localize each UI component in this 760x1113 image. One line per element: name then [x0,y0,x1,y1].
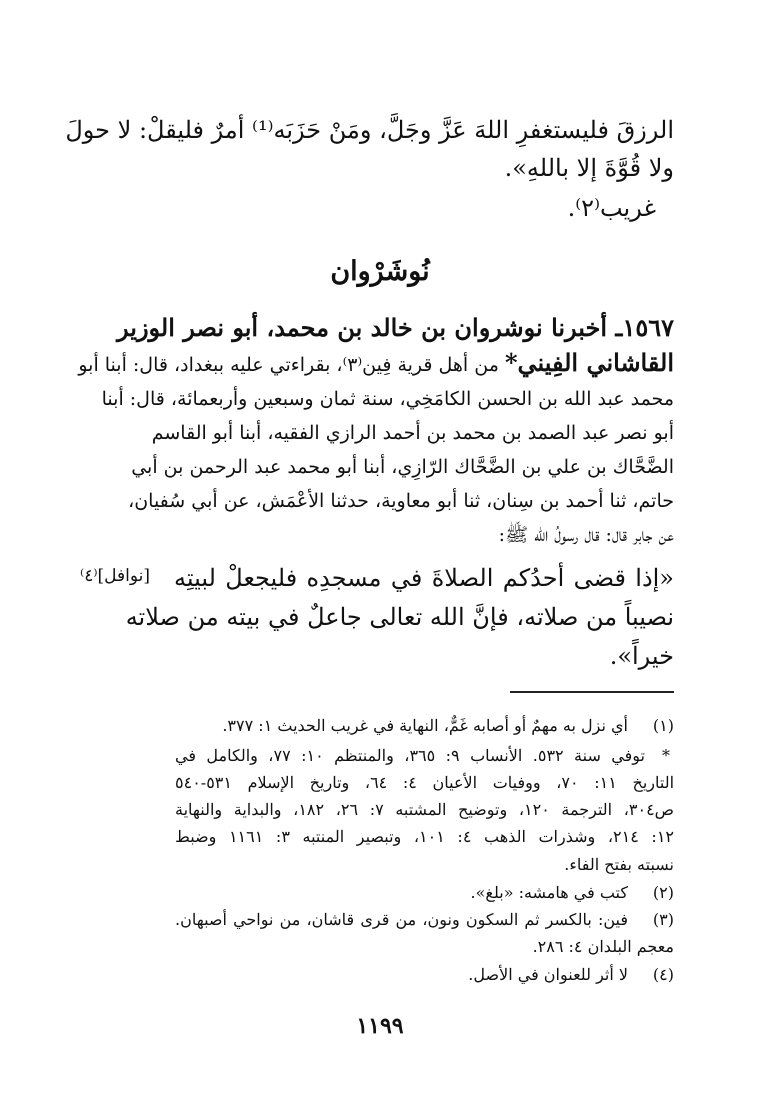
footnote-3-line-1: فين: بالكسر ثم السكون ونون، من قرى قاشان، من نواحي أصبهان. [175,910,628,929]
hadith-line-3: خيراً». [609,642,674,670]
entry-line-2 [78,345,674,381]
footnote-1-text: أي نزل به مهمٌ أو أصابه غَمٌّ، النهاية في غريب الحديث ١: ٣٧٧. [222,716,628,735]
footnote-star-line-4: ١٢: ٢١٤، وشذرات الذهب ٤: ١٠١، وتبصير المنتبه ٣: ١١٦١ وضبط [175,827,674,846]
entry-line-1: ١٥٦٧ـ أخبرنا نوشروان بن خالد بن محمد، أبو نصر الوزير [117,313,674,342]
footnote-star-line-1: توفي سنة ٥٣٢. الأنساب ٩: ٣٦٥، والمنتظم ١٠: ٧٧، والكامل في [175,746,646,765]
entry-line-4: أبو نصر عبد الصمد بن محمد بن أحمد الرازي الفقيه، أبنا أبو القاسم [151,422,674,444]
entry-line-7: عن جابر قال: قال رسولُ الله ﷺ: [498,524,674,546]
footnote-star-line-3: ص٣٠٤، الترجمة ١٢٠، وتوضيح المشتبه ٧: ٢٦، ١٨٢، والبداية والنهاية [175,800,675,819]
entry-line-3: محمد عبد الله بن الحسن الكامَخِي، سنة ثمان وسبعين وأربعمائة، قال: أبنا [101,388,674,410]
footnote-3-number: (٣) [652,910,674,929]
footnote-3-line-2: معجم البلدان ٤: ٢٨٦. [532,937,674,956]
opening-line-1: الرزقَ فليستغفرِ اللهَ عَزَّ وجَلَّ، ومَنْ حَزَبَه⁽¹⁾ أمرٌ فليقلْ: لا حولَ [65,116,674,144]
opening-line-2: ولا قُوَّةَ إلا باللهِ». [504,154,674,182]
hadith-line-2: نصيباً من صلاته، فإنَّ الله تعالى جاعلٌ في بيته من صلاته [125,603,674,631]
footnote-2-number: (٢) [652,883,674,902]
page-number: ١١٩٩ [356,1013,404,1039]
footnote-separator [510,691,674,693]
entry-name-bold: القاشاني الفِيني* [504,348,674,377]
section-heading: نُوشَرْوان [330,256,430,287]
footnote-star-line-5: نسبته بفتح الفاء. [564,855,674,874]
footnote-star-marker: * [662,746,670,765]
footnote-2-text: كتب في هامشه: «بلغ». [470,883,628,902]
hadith-line-1: «إذا قضى أحدُكم الصلاةَ في مسجدِه فليجعلْ لبيتِه [174,564,674,592]
footnote-4-number: (٤) [652,965,674,984]
entry-line-5: الضَّحَّاك بن علي بن الضَّحَّاك الرّازِي، أبنا أبو محمد عبد الرحمن بن أبي [131,456,674,478]
entry-line-2-rest: من أهل قرية فِين⁽٣⁾، بقراءتي عليه ببغداد، قال: أبنا أبو [78,354,505,376]
footnote-1-number: (١) [652,716,674,735]
entry-line-6: حاتم، ثنا أحمد بن سِنان، ثنا أبو معاوية، حدثنا الأعْمَش، عن أبي سُفيان، [128,490,674,512]
footnote-star-line-2: التاريخ ١١: ٧٠، ووفيات الأعيان ٤: ٦٤، وتاريخ الإسلام ٥٣١-٥٤٠ [175,773,675,792]
margin-note: [نوافل]⁽٤⁾ [80,566,151,586]
opening-line-3: غريب⁽٢⁾. [567,194,656,222]
footnote-4-text: لا أثر للعنوان في الأصل. [468,965,628,984]
